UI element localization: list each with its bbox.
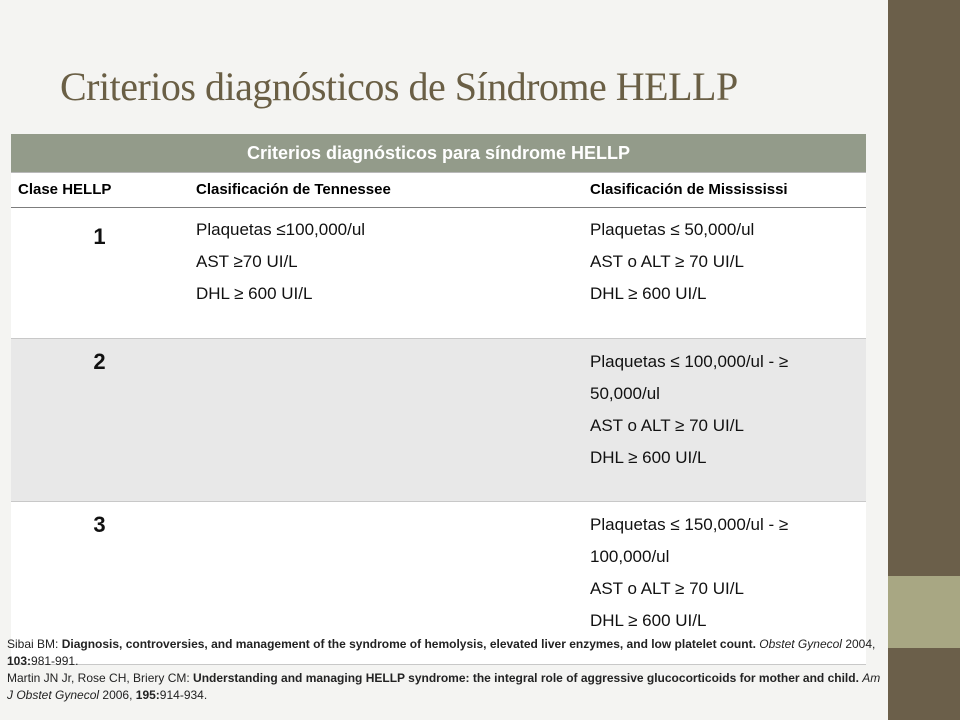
table-header-row (11, 173, 866, 208)
criteria-table (11, 134, 866, 665)
table-row (11, 208, 866, 339)
reference-authors: Sibai BM (7, 637, 56, 651)
sidebar-decoration-middle (888, 576, 960, 648)
criterion-line: Plaquetas ≤ 50,000/ul (590, 220, 755, 239)
reference-title: Understanding and managing HELLP syndrome: the integral role of aggressive glucocorticoids for mother and child. (193, 671, 859, 685)
table-caption: Criterios diagnósticos para síndrome HELLP (11, 134, 866, 173)
criterion-line: DHL ≥ 600 UI/L (590, 284, 707, 303)
mississippi-cell (584, 339, 866, 502)
criterion-line: AST o ALT ≥ 70 UI/L (590, 416, 744, 435)
reference-journal: Obstet Gynecol (759, 637, 842, 651)
reference-year: 2004, (845, 637, 876, 651)
reference-authors: Martin JN Jr, Rose CH, Briery CM (7, 671, 187, 685)
sidebar-decoration-bottom (888, 648, 960, 720)
criterion-line: AST o ALT ≥ 70 UI/L (590, 252, 744, 271)
reference-volume: 195: (135, 688, 160, 702)
criterion-line: Plaquetas ≤100,000/ul (196, 220, 366, 239)
column-header-mississippi: Clasificación de Missississi (584, 173, 866, 208)
tennessee-cell (188, 339, 584, 502)
criterion-line: 100,000/ul (590, 547, 670, 566)
reference-title: Diagnosis, controversies, and management of the syndrome of hemolysis, elevated liver enzymes, and low platelet count. (61, 637, 756, 651)
references (7, 636, 882, 704)
clase-cell: 3 (11, 502, 188, 665)
table-row (11, 339, 866, 502)
sidebar-decoration-top (888, 0, 960, 576)
reference-pages: 914-934. (159, 688, 208, 702)
criterion-line: AST ≥70 UI/L (196, 252, 298, 271)
reference-item: Sibai BM: Diagnosis, controversies, and management of the syndrome of hemolysis, elevated liver enzymes, and low platelet count. Obstet Gynecol 2004, 103:981-991. (7, 637, 876, 668)
reference-volume: 103: (7, 654, 32, 668)
reference-item: Martin JN Jr, Rose CH, Briery CM: Understanding and managing HELLP syndrome: the integral role of aggressive glucocorticoids for mother and child. Am J Obstet Gynecol 2006, 195:914-934. (7, 671, 881, 702)
column-header-clase: Clase HELLP (11, 173, 188, 208)
criterion-line: DHL ≥ 600 UI/L (590, 448, 707, 467)
clase-cell: 1 (11, 208, 188, 339)
reference-pages: 981-991. (31, 654, 79, 668)
reference-year: 2006, (102, 688, 133, 702)
slide-title: Criterios diagnósticos de Síndrome HELLP (60, 64, 738, 109)
criterion-line: DHL ≥ 600 UI/L (590, 611, 707, 630)
criterion-line: Plaquetas ≤ 100,000/ul - ≥ (590, 352, 789, 371)
reference-journal: Am J Obstet Gynecol (7, 671, 881, 702)
tennessee-cell (188, 208, 584, 339)
criterion-line: DHL ≥ 600 UI/L (196, 284, 313, 303)
clase-cell: 2 (11, 339, 188, 502)
column-header-tennessee: Clasificación de Tennessee (188, 173, 584, 208)
criterion-line: 50,000/ul (590, 384, 660, 403)
criterion-line: AST o ALT ≥ 70 UI/L (590, 579, 744, 598)
criterion-line: Plaquetas ≤ 150,000/ul - ≥ (590, 515, 789, 534)
mississippi-cell (584, 208, 866, 339)
